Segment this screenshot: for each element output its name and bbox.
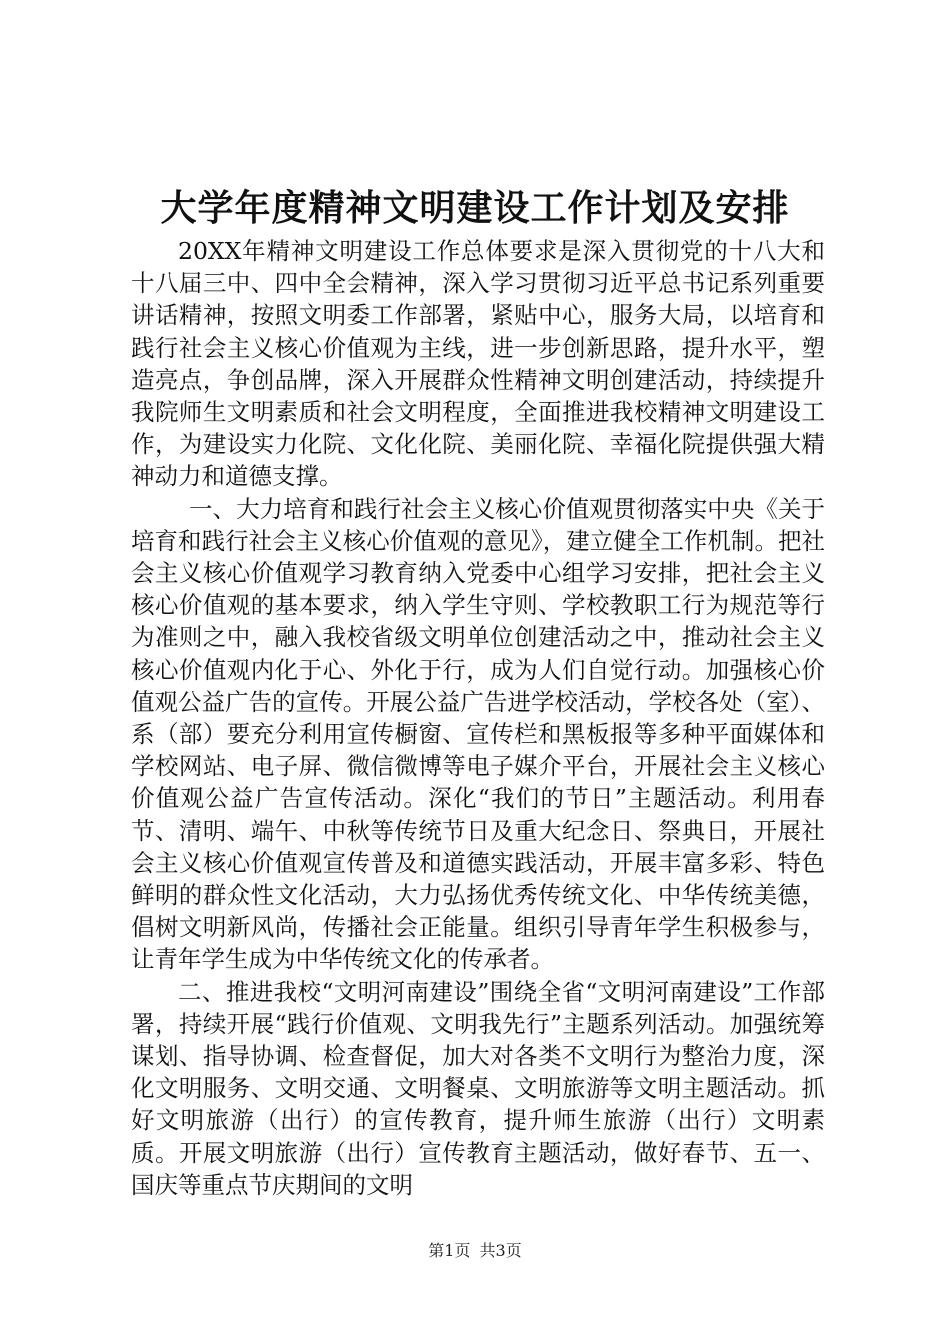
page-number: 第1页 <box>428 1241 471 1260</box>
paragraph-section-two: 二、推进我校“文明河南建设”围绕全省“文明河南建设”工作部署，持续开展“践行价值观、文明我先行”主题系列活动。加强统筹谋划、指导协调、检查督促，加大对各类不文明行为整治力度，深化文明服务、文明交通、文明餐桌、文明旅游等文明主题活动。抓好文明旅游（出行）的宣传教育，提升师生旅游（出行）文明素质。开展文明旅游（出行）宣传教育主题活动，做好春节、五一、国庆等重点节庆期间的文明 <box>131 977 825 1199</box>
document-title: 大学年度精神文明建设工作计划及安排 <box>160 187 790 229</box>
document-body <box>131 235 825 1201</box>
paragraph-intro: 20XX年精神文明建设工作总体要求是深入贯彻党的十八大和十八届三中、四中全会精神，深入学习贯彻习近平总书记系列重要讲话精神，按照文明委工作部署，紧贴中心，服务大局，以培育和践行社会主义核心价值观为主线，进一步创新思路，提升水平，塑造亮点，争创品牌，深入开展群众性精神文明创建活动，持续提升我院师生文明素质和社会文明程度，全面推进我校精神文明建设工作，为建设实力化院、文化化院、美丽化院、幸福化院提供强大精神动力和道德支撑。 <box>131 237 825 491</box>
page-footer <box>0 1240 950 1262</box>
page-total: 共3页 <box>479 1241 522 1260</box>
paragraph-section-one: 一、大力培育和践行社会主义核心价值观贯彻落实中央《关于培育和践行社会主义核心价值观的意见》，建立健全工作机制。把社会主义核心价值观学习教育纳入党委中心组学习安排，把社会主义核心价值观的基本要求，纳入学生守则、学校教职工行为规范等行为准则之中，融入我校省级文明单位创建活动之中，推动社会主义核心价值观内化于心、外化于行，成为人们自觉行动。加强核心价值观公益广告的宣传。开展公益广告进学校活动，学校各处（室）、系（部）要充分利用宣传橱窗、宣传栏和黑板报等多种平面媒体和学校网站、电子屏、微信微博等电子媒介平台，开展社会主义核心价值观公益广告宣传活动。深化“我们的节日”主题活动。利用春节、清明、端午、中秋等传统节日及重大纪念日、祭典日，开展社会主义核心价值观宣传普及和道德实践活动，开展丰富多彩、特色鲜明的群众性文化活动，大力弘扬优秀传统文化、中华传统美德，倡树文明新风尚，传播社会正能量。组织引导青年学生积极参与，让青年学生成为中华传统文化的传承者。 <box>131 494 825 974</box>
